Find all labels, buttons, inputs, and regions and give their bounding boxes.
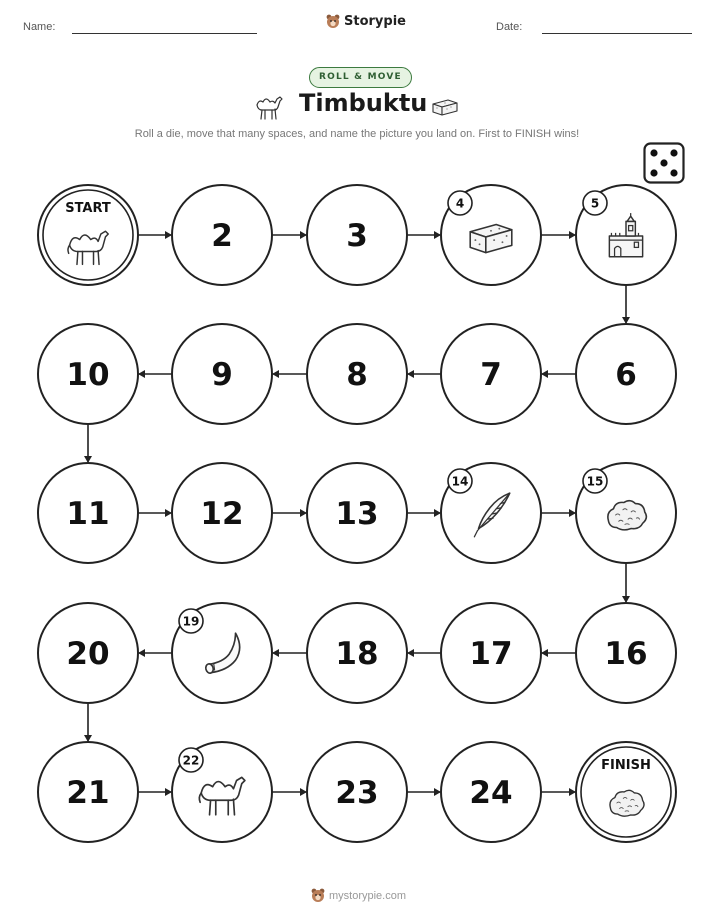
board-space-8 — [307, 324, 407, 424]
instructions: Roll a die, move that many spaces, and name the picture you land on. First to FINISH wins! — [134, 128, 580, 140]
space-number: 7 — [480, 357, 502, 393]
footer — [311, 888, 406, 903]
space-number: 14 — [451, 474, 469, 489]
space-number: 17 — [469, 636, 513, 672]
board-space-17 — [441, 603, 541, 703]
board-space-9 — [172, 324, 272, 424]
start-space — [38, 185, 138, 285]
space-circle — [38, 185, 138, 285]
board-space-24 — [441, 742, 541, 842]
space-number: 12 — [200, 496, 244, 532]
board-space-5 — [576, 185, 676, 285]
footer-url[interactable]: mystorypie.com — [329, 889, 407, 902]
start-label: START — [65, 201, 111, 216]
board-space-4 — [441, 185, 541, 285]
board-space-22 — [172, 742, 272, 842]
space-number: 3 — [346, 218, 368, 254]
brand-name: Storypie — [344, 14, 406, 29]
board-space-18 — [307, 603, 407, 703]
board-space-12 — [172, 463, 272, 563]
space-number: 15 — [586, 474, 604, 489]
space-number: 16 — [604, 636, 648, 672]
space-number: 23 — [335, 775, 379, 811]
board-space-15 — [576, 463, 676, 563]
space-number: 5 — [590, 196, 600, 211]
space-number: 4 — [455, 196, 465, 211]
board-space-19 — [172, 603, 272, 703]
space-number: 13 — [335, 496, 379, 532]
board-space-11 — [38, 463, 138, 563]
space-number: 19 — [182, 614, 200, 629]
board-space-7 — [441, 324, 541, 424]
space-number: 8 — [346, 357, 368, 393]
space-number: 11 — [66, 496, 110, 532]
space-number: 18 — [335, 636, 379, 672]
board-space-2 — [172, 185, 272, 285]
space-number: 24 — [469, 775, 513, 811]
board-space-10 — [38, 324, 138, 424]
date-label: Date: — [496, 21, 523, 33]
space-number: 10 — [66, 357, 110, 393]
bear-icon — [311, 888, 325, 903]
board-space-23 — [307, 742, 407, 842]
board-space-14 — [441, 463, 541, 563]
board-space-3 — [307, 185, 407, 285]
space-number: 2 — [211, 218, 233, 254]
board-space-21 — [38, 742, 138, 842]
name-label: Name: — [23, 21, 56, 33]
roll-move-badge: ROLL & MOVE — [309, 67, 412, 88]
space-number: 6 — [615, 357, 637, 393]
board-space-20 — [38, 603, 138, 703]
board-space-6 — [576, 324, 676, 424]
board-space-16 — [576, 603, 676, 703]
page-title: Timbuktu — [299, 89, 428, 117]
space-number: 22 — [182, 753, 200, 768]
board-space-13 — [307, 463, 407, 563]
finish-space — [576, 742, 676, 842]
finish-label: FINISH — [601, 758, 651, 773]
space-number: 21 — [66, 775, 110, 811]
space-number: 9 — [211, 357, 233, 393]
space-number: 20 — [66, 636, 110, 672]
